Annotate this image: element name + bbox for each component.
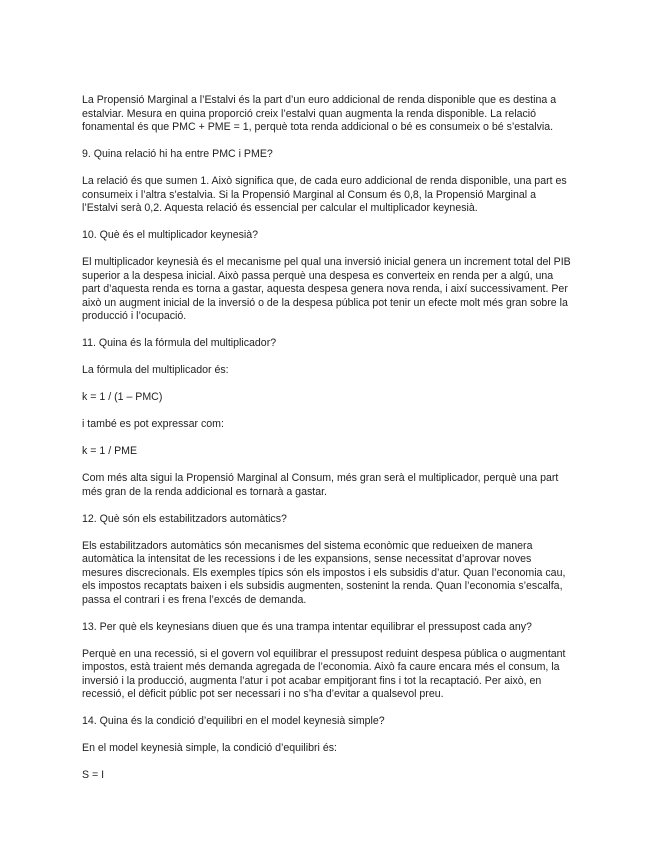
paragraph-pme-definition: La Propensió Marginal a l’Estalvi és la part d’un euro addicional de renda disponible que es destina a estalviar. Mesura en quina proporció creix l’estalvi quan augmenta la renda disponible. La relació fonamental és que PMC + PME = 1, perquè tota renda addicional o bé es consumeix o bé s’estalvia. [82,94,557,133]
question-10-heading: 10. Què és el multiplicador keynesià? [82,229,259,241]
document-body [82,94,574,796]
question-9-heading: 9. Quina relació hi ha entre PMC i PME? [82,148,273,160]
question-13-heading: 13. Per què els keynesians diuen que és una trampa intentar equilibrar el pressupost cada any? [82,620,532,633]
answer-11-intro: La fórmula del multiplicador és: [82,364,229,376]
answer-14-intro: En el model keynesià simple, la condició d’equilibri és: [82,742,337,754]
answer-11-alt-intro: i també es pot expressar com: [82,418,224,430]
answer-13-paragraph: Perquè en una recessió, si el govern vol equilibrar el pressupost reduint despesa pública o augmentant impostos, està traient més demanda agregada de l’economia. Això fa caure encara més el consum, la inversió i la producció, augmenta l’atur i pot acabar empitjorant fins i tot la recaptació. Per això, en recessió, el dèficit públic pot ser necessari i no s’ha d’evitar a qualsevol preu. [82,647,566,700]
formula-multiplier-pme: k = 1 / PME [82,445,138,457]
answer-11-explanation: Com més alta sigui la Propensió Marginal al Consum, més gran serà el multiplicador, perquè una part més gran de la renda addicional es tornarà a gastar. [82,472,559,498]
question-11-heading: 11. Quina és la fórmula del multiplicador? [82,337,277,349]
answer-10-paragraph: El multiplicador keynesià és el mecanisme pel qual una inversió inicial genera un increment total del PIB superior a la despesa inicial. Això passa perquè una despesa es converteix en renda per a algú, una part d’aquesta renda es torna a gastar, aquesta despesa genera nova renda, i així successivament. Per això un augment inicial de la inversió o de la despesa pública pot tenir un efecte molt més gran sobre la producció i l’ocupació. [82,256,571,322]
answer-9-paragraph: La relació és que sumen 1. Això significa que, de cada euro addicional de renda disponible, una part es consumeix i l’altra s’estalvia. Si la Propensió Marginal al Consum és 0,8, la Propensió Marginal a l’Estalvi serà 0,2. Aquesta relació és essencial per calcular el multiplicador keynesià. [82,175,567,214]
question-12-heading: 12. Què són els estabilitzadors automàtics? [82,512,287,525]
formula-multiplier-pmc: k = 1 / (1 – PMC) [82,391,163,403]
answer-12-paragraph: Els estabilitzadors automàtics són mecanismes del sistema econòmic que redueixen de manera automàtica la intensitat de les recessions i de les expansions, sense necessitat d’aprovar noves mesures discrecionals. Els exemples típics són els impostos i els subsidis d’atur. Quan l’economia cau, els impostos recaptats baixen i els subsidis augmenten, sostenint la renda. Quan l’economia s’escalfa, passa el contrari i es frena l’excés de demanda. [82,539,566,606]
formula-equilibrium: S = I [82,769,105,781]
question-14-heading: 14. Quina és la condició d’equilibri en el model keynesià simple? [82,715,385,727]
